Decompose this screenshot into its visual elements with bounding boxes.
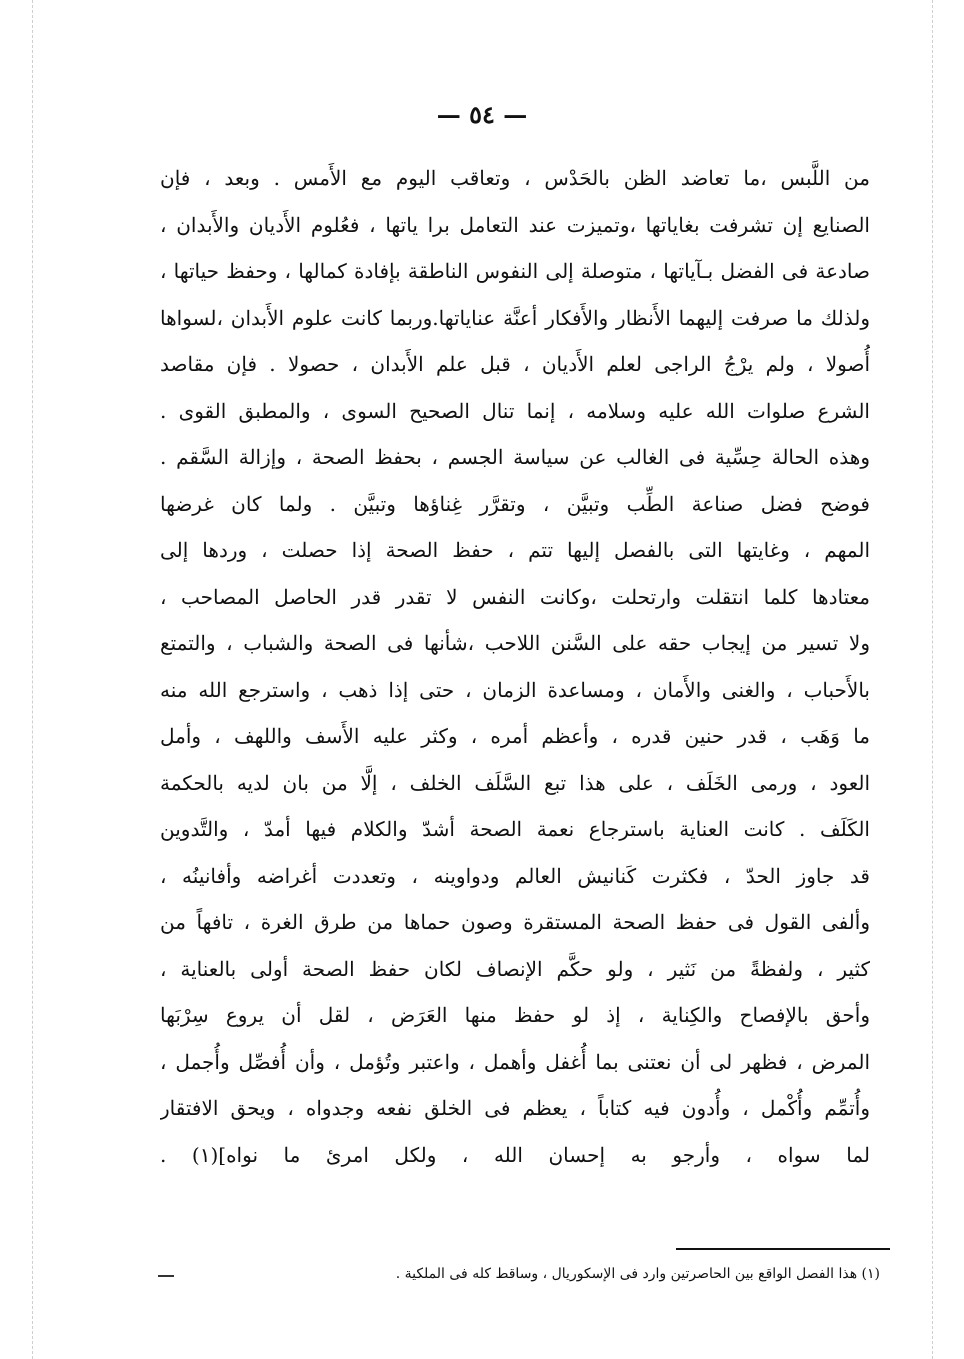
text-line: المرض ، فظهر لى أن نعتنى بما أُغفل وأهمل ، واعتبر وتُؤمل ، وأن أُفصِّل وأُجمل ، [160, 1049, 870, 1074]
left-margin-guide [32, 0, 33, 1359]
right-margin-guide [932, 0, 933, 1359]
footnote: (١) هذا الفصل الواقع بين الحاصرتين وارد فى الإسكوريال ، وساقط كله فى الملكية . [395, 1266, 880, 1282]
text-line: ما وَهَب ، قدر حنين قدره ، وأعظم أمره ، وكثر عليه الأَسف واللهف ، وأمل [160, 724, 870, 748]
footnote-dash-mark [158, 1275, 174, 1277]
footnote-separator [676, 1248, 890, 1250]
text-line: فوضح فضل صناعة الطِّب وتبيَّن ، وتقرَّر غِناؤها وتبيَّن . ولما كان غرضها [160, 491, 870, 516]
text-line: العود ، ورمى الخَلَف ، على هذا تبع السَّلَف الخلف ، إلَّا من بان لديه بالحكمة [160, 770, 870, 795]
text-line: لما سواه ، وأرجو به إحسان الله ، ولكل امرئ ما نواه](١) . [160, 1142, 870, 1167]
text-line: بالأَحباب ، والغنى والأَمان ، ومساعدة الزمان ، حتى إذا ذهب ، واسترجع الله منه [160, 677, 870, 702]
text-line: المهم ، وغايتها التى بالفصل إليها تتم ، حفظ الصحة إذا حصلت ، وردها إلى [160, 538, 870, 562]
page-number: — ٥٤ — [436, 100, 528, 129]
text-line: صادعة فى الفضل بـآياتها ، متوصلة إلى النفوس الناطقة بإفادة كمالها ، وحفظ حياتها ، [160, 259, 870, 283]
text-line: معتادها كلما انتقلت وارتحلت ،وكانت النفس لا تقدر قدر الحاصل المصاحب ، [160, 584, 870, 609]
text-line: الكَلَف . كانت العناية باسترجاع نعمة الصحة أشدّ والكلام فيها أمدّ ، والتَّدوين [160, 817, 870, 841]
text-line: ولذلك ما صرفت إليهما الأَنظار والأَفكار أعنَّة عناياتها.وربما كانت علوم الأَبدان ،لسواها [160, 305, 870, 330]
text-line: قد جاوز الحدّ ، فكثرت كَنانيش العالم ودواوينه ، وتعددت أغراضه وأفانينُه ، [160, 863, 870, 888]
text-line: الصنايع إن تشرفت بغاياتها ،وتميزت عند التعامل برا ياتها ، فعُلوم الأَديان والأَبدان ، [160, 212, 870, 237]
body-text [160, 155, 870, 1178]
text-line: وهذه الحالة حِسِّية فى الغالب عن سياسة الجسم ، بحفظ الصحة ، وإزالة السَّقم . [160, 445, 870, 469]
text-line: وأُتمِّم وأُكْمل ، وأُدون فيه كتاباً ، يعظم فى الخلق نفعه وجدواه ، ويحق الافتقار [160, 1096, 870, 1120]
text-line: الشرع صلوات الله عليه وسلامه ، إنما تنال الصحيح السوى ، والمطبق القوى . [160, 398, 870, 423]
text-line: وأحق بالإفصاح والكِناية ، إذ لو حفظ منها العَرَض ، لقل أن يروع سِرْبَها [160, 1003, 870, 1027]
text-line: وألفى القول فى حفظ الصحة المستقرة وصون حماها من طرق الغرة ، تافهاً من [160, 910, 870, 934]
text-line: ولا تسير من إيجاب حقه على السَّنن اللاحب ،شأنها فى الصحة والشباب ، والتمتع [160, 631, 870, 655]
text-line: من اللَّبس ،ما تعاضد الظن بالحَدْس ، وتعاقب اليوم مع الأَمس . وبعد ، فإن [160, 166, 870, 190]
text-line: أُصولا ، ولم يرْجُ الراجى لعلم الأَديان ، قبل علم الأَبدان ، حصولا . فإن مقاصد [160, 352, 870, 376]
text-line: كثير ، ولفظةً من نَثير ، ولو حكَّم الإنصاف لكان حفظ الصحة أولى بالعناية ، [160, 956, 870, 981]
